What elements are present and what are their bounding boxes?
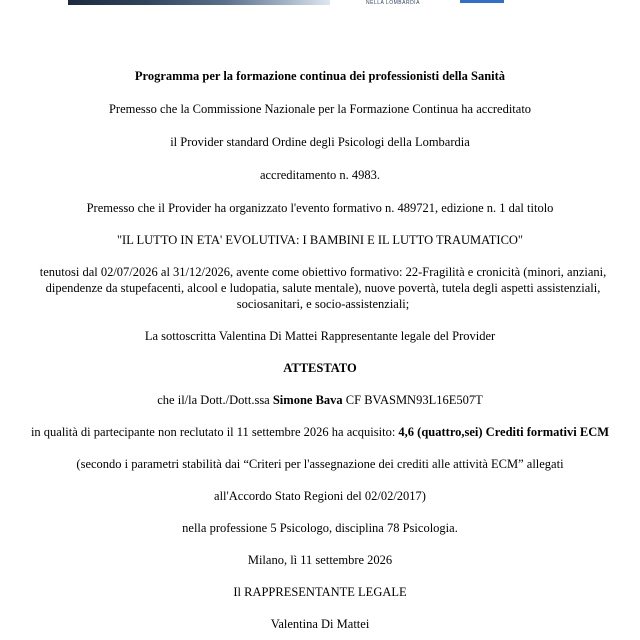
header-banner-image [68,0,330,5]
banner-logo-text: NELLA LOMBARDIA [366,0,420,6]
recipient-prefix: che il/la Dott./Dott.ssa [157,393,273,407]
provider-line: il Provider standard Ordine degli Psicologi della Lombardia [170,135,470,149]
profession-line: nella professione 5 Psicologo, disciplina 78 Psicologia. [182,521,458,535]
legal-rep-name: Valentina Di Mattei [270,617,370,631]
premise-commission: Premesso che la Commissione Nazionale per la Formazione Continua ha accreditato [108,102,532,116]
objective-paragraph: tenutosi dal 02/07/2026 al 31/12/2026, avente come obiettivo formativo: 22-Fragilità e cronicità (minori, anziani, dipendenze da stupefacenti, alcool e ludopatia, salute mentale), nuove povertà, tutela degli aspetti assistenziali, sociosanitari, e socio-assistenziali; [39,265,607,311]
event-title: "IL LUTTO IN ETA' EVOLUTIVA: I BAMBINI E IL LUTTO TRAUMATICO" [116,233,524,247]
premise-event: Premesso che il Provider ha organizzato l'evento formativo n. 489721, edizione n. 1 dal titolo [86,201,554,215]
program-title: Programma per la formazione continua dei professionisti della Sanità [134,69,506,83]
criteria-line: (secondo i parametri stabilità dai “Criteri per l'assegnazione dei crediti alle attività ECM” allegati [76,457,564,471]
credits-prefix: in qualità di partecipante non reclutato il 11 settembre 2026 ha acquisito: [30,425,399,439]
signatory-line: La sottoscritta Valentina Di Mattei Rappresentante legale del Provider [144,329,496,343]
recipient-cf: CF BVASMN93L16E507T [342,393,483,407]
accord-line: all'Accordo Stato Regioni del 02/02/2017) [214,489,426,503]
banner-logo-mark [460,0,504,3]
legal-rep-title: Il RAPPRESENTANTE LEGALE [233,585,407,599]
accreditation-number: accreditamento n. 4983. [259,168,381,182]
attestato-heading: ATTESTATO [283,361,357,375]
credits-value: 4,6 (quattro,sei) Crediti formativi ECM [398,425,610,439]
recipient-name: Simone Bava [272,393,343,407]
place-date: Milano, lì 11 settembre 2026 [247,553,393,567]
recipient-line [0,393,640,408]
credits-line [0,425,640,440]
